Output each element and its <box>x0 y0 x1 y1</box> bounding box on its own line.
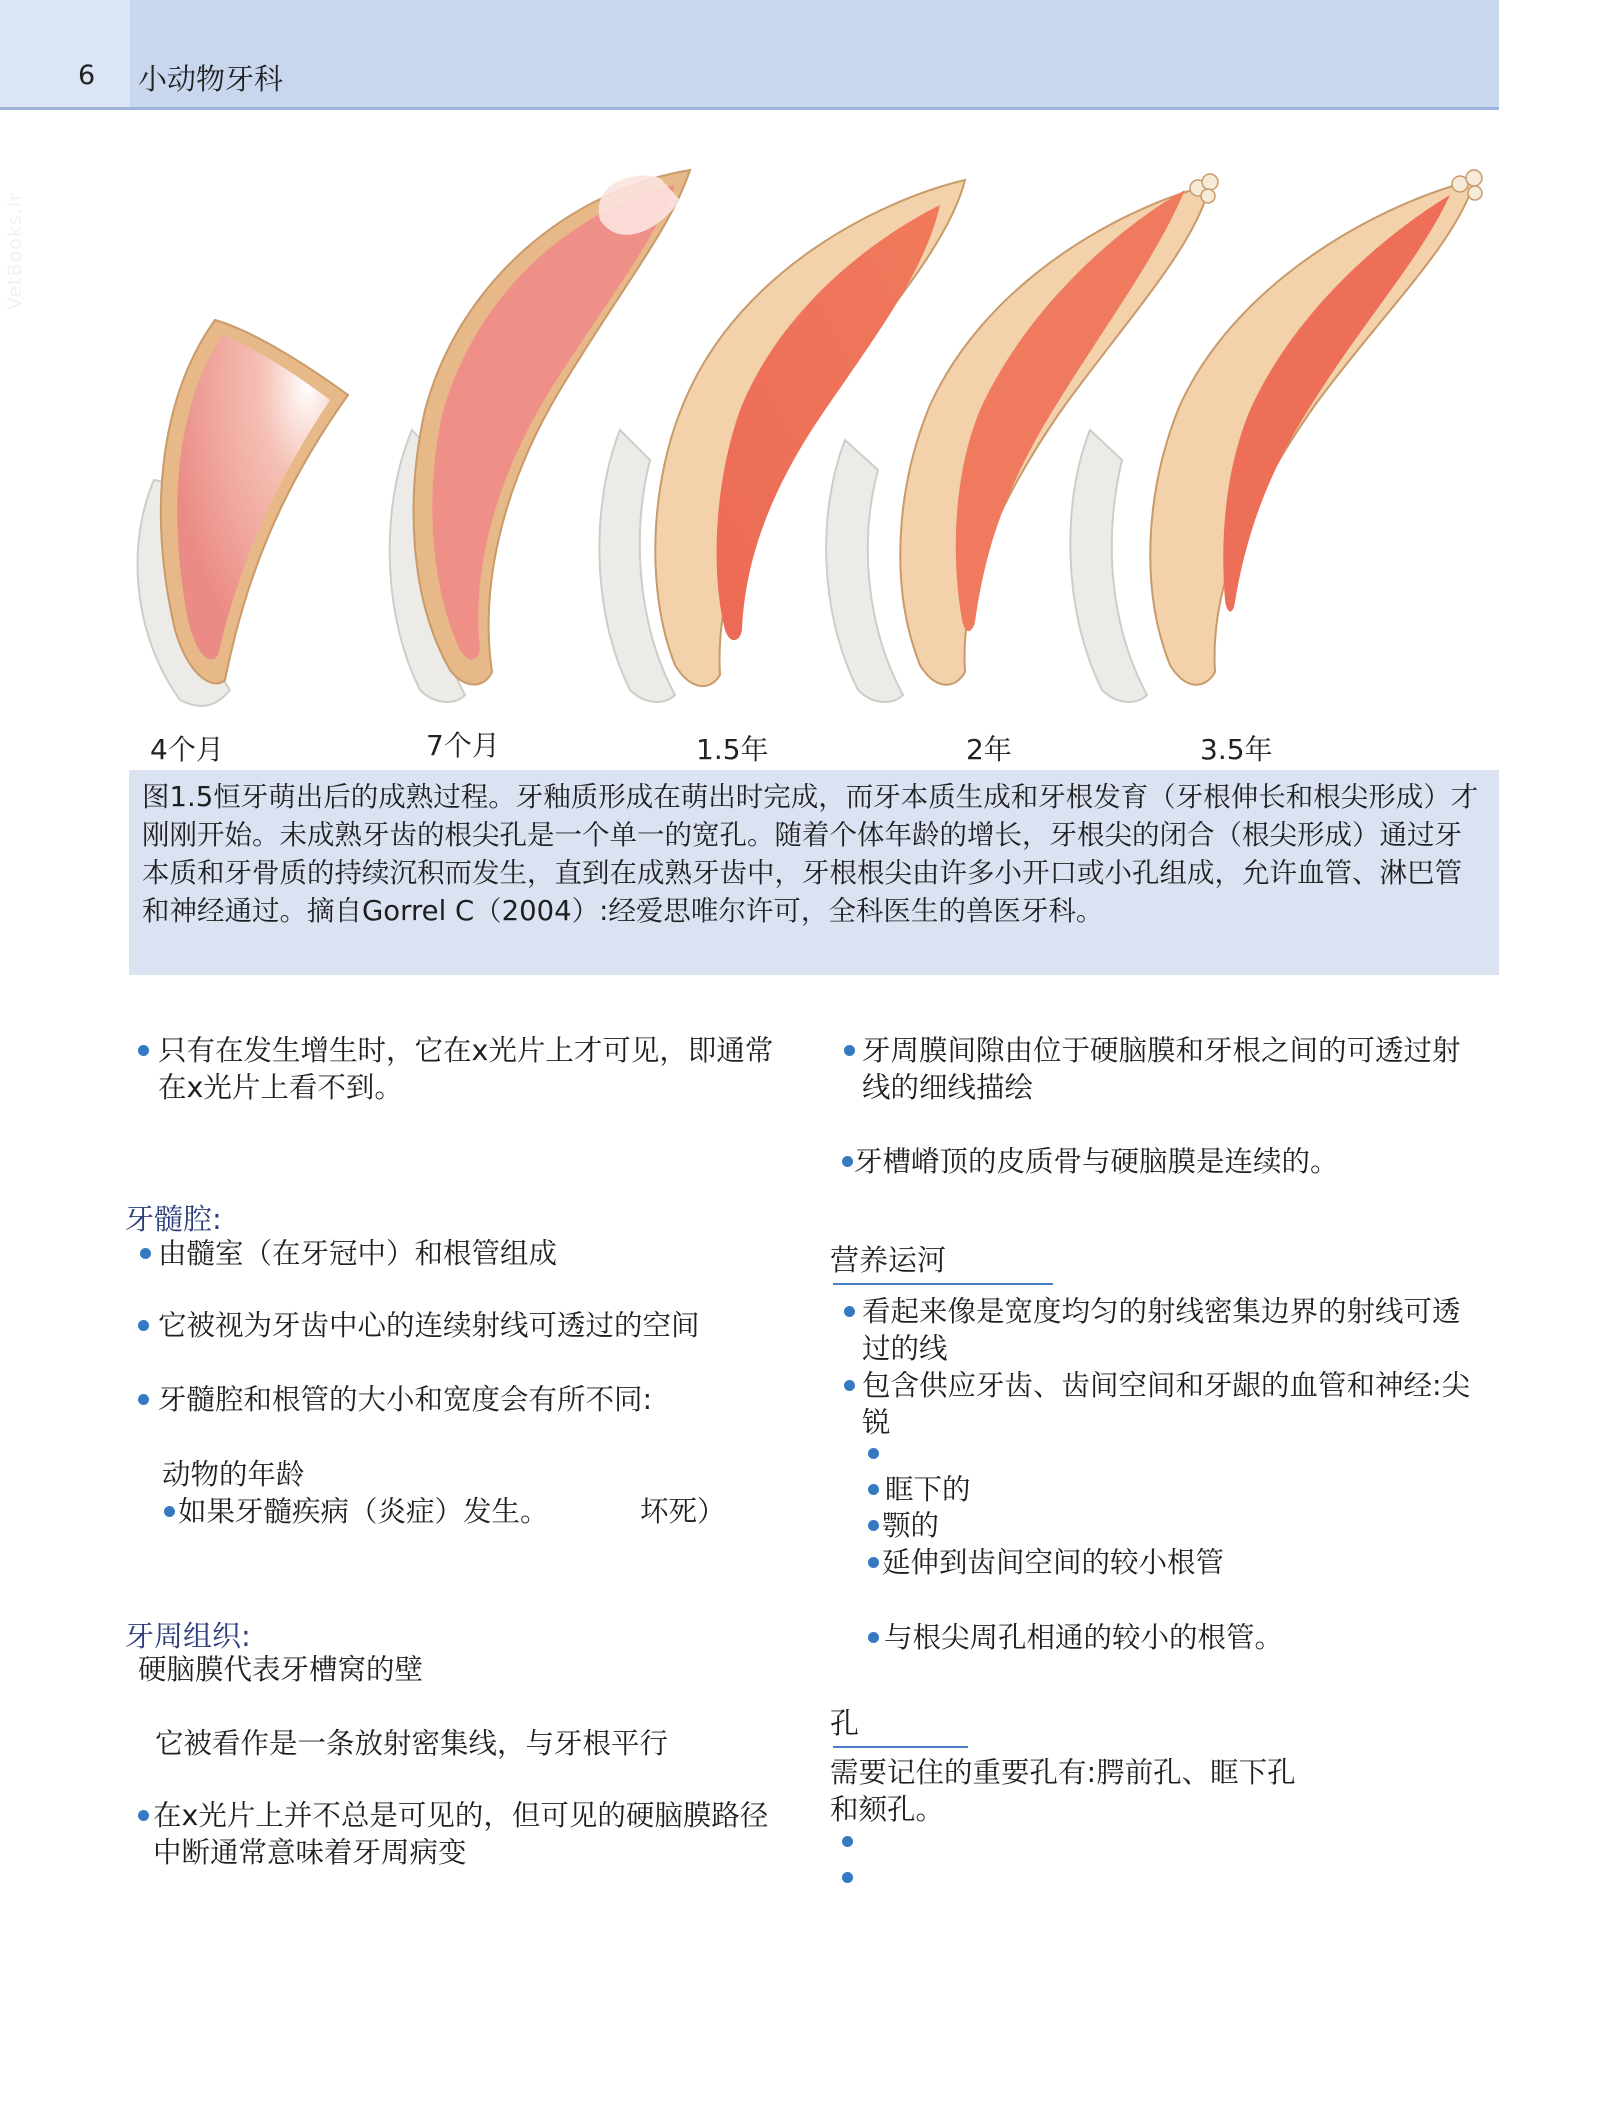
pulp-bullet-3: 牙髓腔和根管的大小和宽度会有所不同: <box>158 1383 653 1416</box>
pulp-bullet-1: 由髓室（在牙冠中）和根管组成 <box>158 1237 558 1270</box>
tooth-illustration <box>120 160 1510 740</box>
periodontium-radiodense-line: 它被看作是一条放射密集线，与牙根平行 <box>155 1727 669 1760</box>
nutrient-bullet-1-line2: 过的线 <box>862 1332 948 1365</box>
bullet-dot <box>140 1248 151 1259</box>
tooth-maturation-figure <box>120 160 1510 740</box>
heading-underline <box>833 1746 968 1748</box>
age-label-1-5-years: 1.5年 <box>696 733 769 766</box>
running-title: 小动物牙科 <box>138 62 284 96</box>
header-tab <box>0 0 130 107</box>
watermark: VetBooks.ir <box>4 192 26 310</box>
pulp-sub-disease: 如果牙髓疾病（炎症）发生。 <box>178 1495 549 1528</box>
bullet-dot <box>868 1448 879 1459</box>
bullet-dot <box>842 1156 853 1167</box>
bullet-dot <box>842 1872 853 1883</box>
bullet-dot <box>844 1045 855 1056</box>
bullet-dot <box>868 1557 879 1568</box>
bullet-dot <box>138 1320 149 1331</box>
periodontium-heading: 牙周组织: <box>125 1619 251 1653</box>
heading-underline <box>833 1283 1053 1285</box>
bullet-dot <box>138 1045 149 1056</box>
pdl-bullet-line1: 牙周膜间隙由位于硬脑膜和牙根之间的可透过射 <box>862 1034 1461 1067</box>
foramina-text-line2: 和颏孔。 <box>830 1793 945 1826</box>
nutrient-sub-palatine: 颚的 <box>882 1509 940 1542</box>
periodontium-bullet-line2: 中断通常意味着牙周病变 <box>153 1836 467 1869</box>
intro-bullet-line2: 在x光片上看不到。 <box>158 1071 403 1104</box>
intro-bullet-line1: 只有在发生增生时，它在x光片上才可见，即通常 <box>158 1034 774 1067</box>
periodontium-bullet-line1: 在x光片上并不总是可见的，但可见的硬脑膜路径 <box>153 1799 769 1832</box>
pulp-cavity-heading: 牙髓腔: <box>125 1202 222 1236</box>
bullet-dot <box>844 1380 855 1391</box>
periodontium-lamina-dura: 硬脑膜代表牙槽窝的壁 <box>138 1653 424 1686</box>
figure-caption: 图1.5恒牙萌出后的成熟过程。牙釉质形成在萌出时完成，而牙本质生成和牙根发育（牙根伸长和根尖形成）才刚刚开始。未成熟牙齿的根尖孔是一个单一的宽孔。随着个体年龄的增长，牙根尖的闭合（根尖形成）通过牙本质和牙骨质的持续沉积而发生，直到在成熟牙齿中，牙根根尖由许多小开口或小孔组成，允许血管、淋巴管和神经通过。摘自Gorrel C（2004）:经爱思唯尔许可，全科医生的兽医牙科。 <box>142 781 1479 927</box>
age-label-4-months: 4个月 <box>150 733 224 766</box>
age-label-2-years: 2年 <box>966 733 1012 766</box>
tooth-4-months <box>138 320 348 706</box>
bullet-dot <box>138 1810 149 1821</box>
nutrient-bullet-2-line1: 包含供应牙齿、齿间空间和牙龈的血管和神经:尖 <box>862 1369 1471 1402</box>
alveolar-crest-bullet: 牙槽嵴顶的皮质骨与硬脑膜是连续的。 <box>854 1145 1339 1178</box>
bullet-dot <box>842 1836 853 1847</box>
age-label-3-5-years: 3.5年 <box>1200 733 1273 766</box>
foramina-text-line1: 需要记住的重要孔有:腭前孔、眶下孔 <box>830 1756 1296 1789</box>
age-label-7-months: 7个月 <box>426 729 500 762</box>
bullet-dot <box>164 1506 175 1517</box>
foramina-heading: 孔 <box>830 1706 860 1740</box>
nutrient-sub-periapical: 与根尖周孔相通的较小的根管。 <box>884 1621 1284 1654</box>
bullet-dot <box>868 1484 879 1495</box>
bullet-dot <box>138 1394 149 1405</box>
nutrient-bullet-1-line1: 看起来像是宽度均匀的射线密集边界的射线可透 <box>862 1295 1461 1328</box>
bullet-dot <box>844 1306 855 1317</box>
nutrient-canals-heading: 营养运河 <box>830 1243 947 1277</box>
page-number: 6 <box>78 60 96 91</box>
pulp-sub-necrosis: 坏死） <box>640 1495 726 1528</box>
pulp-bullet-2: 它被视为牙齿中心的连续射线可透过的空间 <box>158 1309 700 1342</box>
bullet-dot <box>868 1520 879 1531</box>
nutrient-sub-infraorbital: 眶下的 <box>885 1473 971 1506</box>
nutrient-sub-interdental: 延伸到齿间空间的较小根管 <box>882 1546 1225 1579</box>
pdl-bullet-line2: 线的细线描绘 <box>862 1071 1034 1104</box>
pulp-sub-age: 动物的年龄 <box>162 1458 305 1491</box>
bullet-dot <box>868 1632 879 1643</box>
nutrient-bullet-2-line2: 锐 <box>862 1406 891 1439</box>
